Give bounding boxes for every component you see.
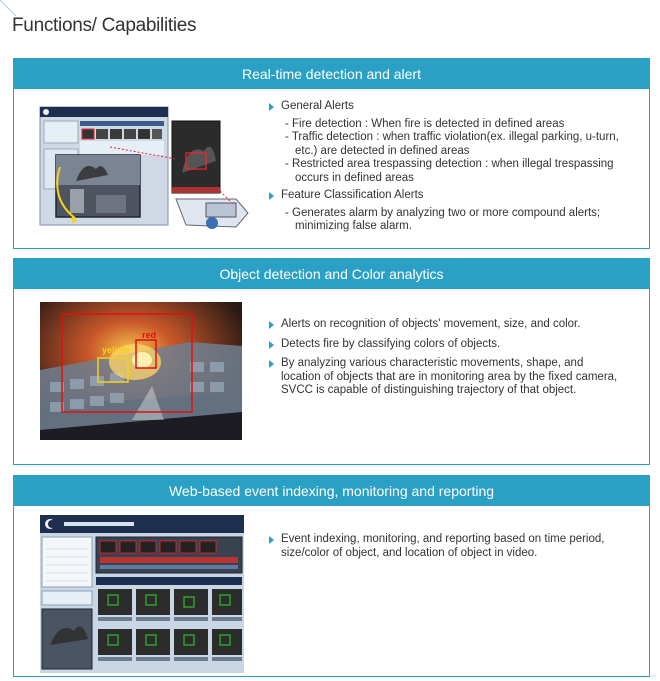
section-web-indexing	[13, 475, 650, 677]
fire-detection-image	[40, 302, 242, 440]
web-reporting-screenshot	[40, 515, 244, 673]
section-header: Object detection and Color analytics	[14, 259, 649, 289]
list-item: By analyzing various characteristic movements, shape, and location of objects that are in monitoring area by the fixed camera, SVCC is capable of distinguishing trajectory of that object.	[269, 357, 619, 398]
list-item: - Generates alarm by analyzing two or more compound alerts; minimizing false alarm.	[285, 206, 601, 232]
red-label: red	[142, 330, 157, 340]
section-header: Real-time detection and alert	[14, 59, 649, 89]
list-item: - Fire detection : When fire is detected in defined areas	[285, 117, 565, 130]
yellow-label: yellow	[102, 345, 130, 355]
web-reporting-list	[269, 533, 619, 560]
surveillance-dashboard-image	[36, 103, 258, 235]
page-title: Functions/ Capabilities	[12, 15, 197, 36]
list-item: - Restricted area trespassing detection : when illegal trespassing occurs in defined areas	[285, 158, 614, 184]
section-object-detection	[13, 258, 650, 465]
section-realtime-detection	[13, 58, 650, 249]
list-item: Detects fire by classifying colors of objects.	[269, 338, 619, 352]
list-item: Event indexing, monitoring, and reporting based on time period, size/color of object, and location of object in video.	[269, 533, 619, 560]
list-item: General Alerts	[269, 100, 629, 114]
object-detection-list	[269, 318, 619, 398]
realtime-alert-list	[269, 100, 629, 234]
list-item: Alerts on recognition of objects' movement, size, and color.	[269, 318, 619, 332]
list-item: - Traffic detection : when traffic violation(ex. illegal parking, u-turn, etc.) are detected in defined areas	[285, 131, 619, 157]
list-item: Feature Classification Alerts	[269, 189, 629, 203]
section-header: Web-based event indexing, monitoring and reporting	[14, 476, 649, 506]
